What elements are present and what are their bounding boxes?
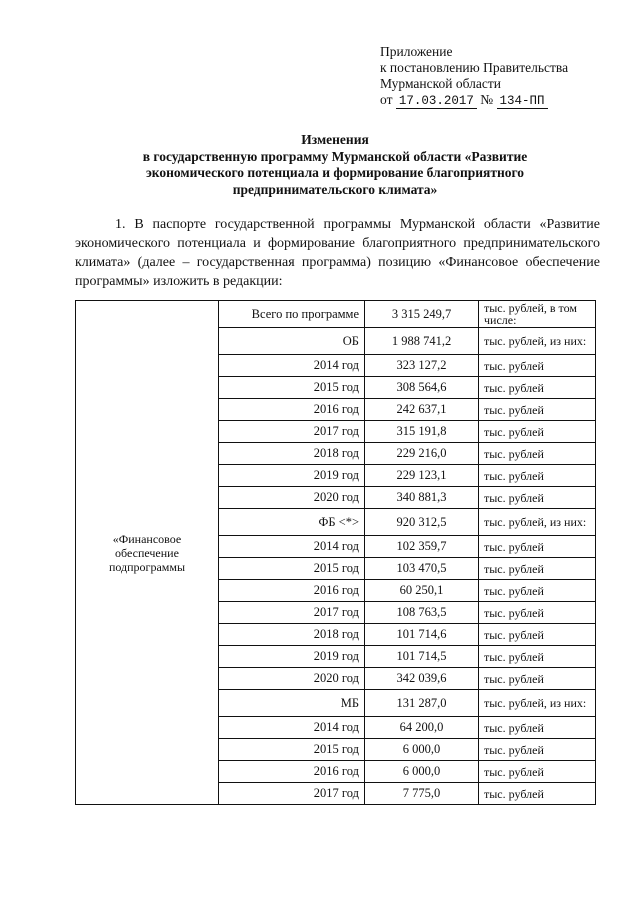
row-unit: тыс. рублей [479, 717, 596, 739]
number-prefix: № [480, 92, 494, 107]
row-unit: тыс. рублей, из них: [479, 690, 596, 717]
appendix-block [380, 44, 568, 109]
row-unit: тыс. рублей [479, 536, 596, 558]
row-value: 323 127,2 [365, 355, 479, 377]
row-unit: тыс. рублей [479, 602, 596, 624]
row-value: 340 881,3 [365, 487, 479, 509]
row-label: Всего по программе [219, 301, 365, 328]
row-label: 2015 год [219, 377, 365, 399]
row-value: 101 714,6 [365, 624, 479, 646]
table-row [76, 301, 596, 328]
row-label: МБ [219, 690, 365, 717]
row-label: 2017 год [219, 783, 365, 805]
resolution-number: 134-ПП [497, 95, 548, 109]
intro-paragraph: 1. В паспорте государственной программы Мурманской области «Развитие экономического потенциала и формирование благоприятного предпринимательского климата» (далее – государственная программа) позицию «Финансовое обеспечение программы» изложить в редакции: [75, 217, 600, 289]
row-label: 2014 год [219, 717, 365, 739]
row-label: 2015 год [219, 739, 365, 761]
financing-table-body [76, 301, 596, 805]
row-unit: тыс. рублей [479, 377, 596, 399]
row-unit: тыс. рублей [479, 355, 596, 377]
row-label: 2018 год [219, 443, 365, 465]
row-label: 2019 год [219, 465, 365, 487]
row-unit: тыс. рублей [479, 624, 596, 646]
row-value: 64 200,0 [365, 717, 479, 739]
row-unit: тыс. рублей, из них: [479, 328, 596, 355]
row-value: 3 315 249,7 [365, 301, 479, 328]
row-label: 2016 год [219, 580, 365, 602]
title-line-3: экономического потенциала и формирование благоприятного [145, 165, 525, 180]
row-value: 7 775,0 [365, 783, 479, 805]
row-unit: тыс. рублей [479, 761, 596, 783]
row-value: 6 000,0 [365, 761, 479, 783]
row-value: 103 470,5 [365, 558, 479, 580]
row-unit: тыс. рублей [479, 399, 596, 421]
row-value: 920 312,5 [365, 509, 479, 536]
row-value: 308 564,6 [365, 377, 479, 399]
row-unit: тыс. рублей [479, 739, 596, 761]
row-label: 2014 год [219, 536, 365, 558]
row-value: 101 714,5 [365, 646, 479, 668]
row-value: 102 359,7 [365, 536, 479, 558]
row-unit: тыс. рублей [479, 783, 596, 805]
appendix-region: Мурманской области [380, 76, 501, 91]
row-value: 342 039,6 [365, 668, 479, 690]
row-unit: тыс. рублей, в том числе: [479, 301, 596, 328]
row-label: 2016 год [219, 399, 365, 421]
row-value: 108 763,5 [365, 602, 479, 624]
row-unit: тыс. рублей [479, 668, 596, 690]
row-unit: тыс. рублей [479, 465, 596, 487]
resolution-date: 17.03.2017 [396, 95, 477, 109]
row-unit: тыс. рублей [479, 443, 596, 465]
row-label: 2019 год [219, 646, 365, 668]
title-line-1: Изменения [301, 132, 369, 147]
row-label: 2020 год [219, 668, 365, 690]
row-label: 2016 год [219, 761, 365, 783]
appendix-resolution: к постановлению Правительства [380, 60, 569, 75]
row-value: 6 000,0 [365, 739, 479, 761]
document-title [95, 132, 575, 198]
row-value: 315 191,8 [365, 421, 479, 443]
appendix-date-line [380, 92, 568, 109]
row-unit: тыс. рублей [479, 487, 596, 509]
title-line-4: предпринимательского климата» [232, 181, 438, 197]
row-value: 131 287,0 [365, 690, 479, 717]
row-label: 2015 год [219, 558, 365, 580]
title-line-2: в государственную программу Мурманской области «Развитие [142, 148, 528, 164]
row-label: 2014 год [219, 355, 365, 377]
row-value: 229 123,1 [365, 465, 479, 487]
row-unit: тыс. рублей [479, 580, 596, 602]
row-unit: тыс. рублей [479, 646, 596, 668]
row-label: 2018 год [219, 624, 365, 646]
row-value: 242 637,1 [365, 399, 479, 421]
date-prefix: от [380, 92, 393, 107]
row-value: 1 988 741,2 [365, 328, 479, 355]
row-label: 2017 год [219, 602, 365, 624]
row-label: 2020 год [219, 487, 365, 509]
row-value: 60 250,1 [365, 580, 479, 602]
row-label: ФБ <*> [219, 509, 365, 536]
row-unit: тыс. рублей [479, 421, 596, 443]
row-label: 2017 год [219, 421, 365, 443]
financing-table [75, 300, 596, 805]
row-unit: тыс. рублей, из них: [479, 509, 596, 536]
row-unit: тыс. рублей [479, 558, 596, 580]
appendix-title: Приложение [380, 44, 453, 59]
row-label: ОБ [219, 328, 365, 355]
row-value: 229 216,0 [365, 443, 479, 465]
financing-label-cell: «Финансовое обеспечение подпрограммы [76, 301, 219, 805]
